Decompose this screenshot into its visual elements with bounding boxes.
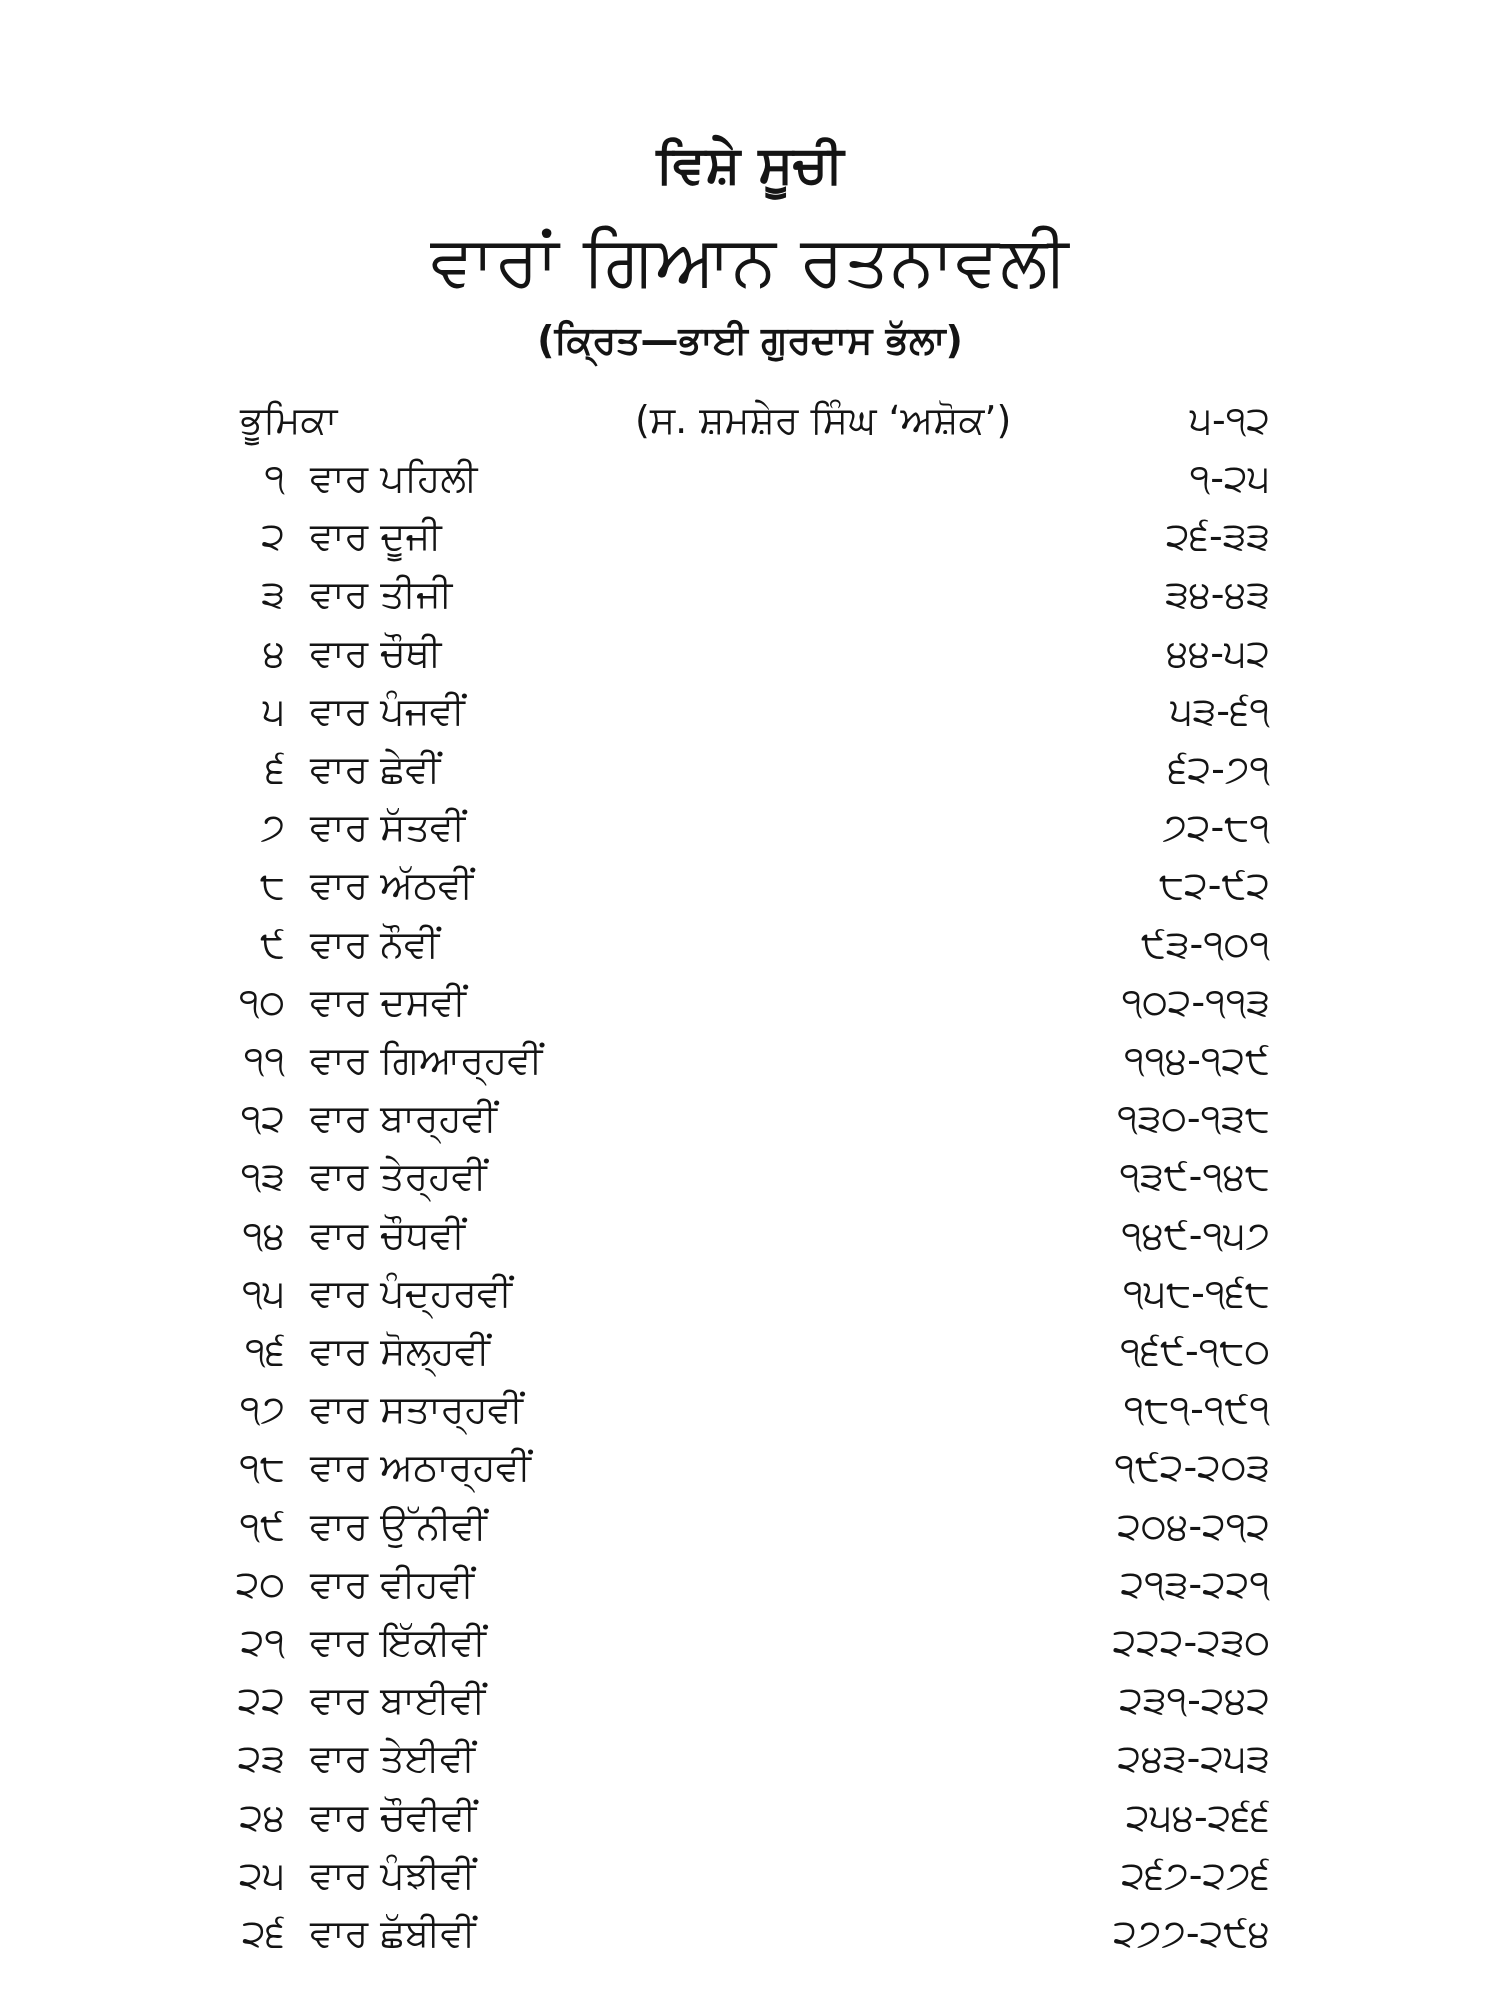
toc-row-title: ਵਾਰ ਤੀਜੀ <box>310 572 453 617</box>
toc-row-number: ੨੧ <box>240 1620 285 1664</box>
index-title: ਵਿਸ਼ੇ ਸੂਚੀ <box>656 135 844 195</box>
toc-row-number: ੧੬ <box>245 1329 285 1373</box>
toc-row <box>0 686 1500 736</box>
toc-row <box>0 919 1500 969</box>
toc-intro-credit: (ਸ. ਸ਼ਮਸ਼ੇਰ ਸਿੰਘ ‘ਅਸ਼ੋਕ’) <box>635 398 1012 442</box>
toc-row-number: ੧੮ <box>239 1445 285 1490</box>
toc-intro-title: ਭੂਮਿਕਾ <box>240 398 338 442</box>
toc-row-pages: ੧੩੦-੧੩੮ <box>1117 1096 1270 1141</box>
toc-row-pages: ੧੦੨-੧੧੩ <box>1121 979 1270 1024</box>
toc-row-number: ੪ <box>263 630 285 675</box>
toc-row-title: ਵਾਰ ਨੌਵੀਂ <box>310 921 440 966</box>
toc-row-pages: ੬੨-੭੧ <box>1168 747 1270 791</box>
toc-row-title: ਵਾਰ ਸਤਾਰ੍ਹਵੀਂ <box>310 1387 523 1432</box>
toc-row-number: ੯ <box>260 921 285 966</box>
toc-row-number: ੨੪ <box>239 1794 285 1839</box>
toc-row <box>0 1268 1500 1318</box>
toc-row <box>0 744 1500 794</box>
toc-row-title: ਵਾਰ ਗਿਆਰ੍ਹਵੀਂ <box>310 1038 543 1082</box>
toc-row-title: ਵਾਰ ਵੀਹਵੀਂ <box>310 1561 475 1606</box>
toc-row-title: ਵਾਰ ਚੌਧਵੀਂ <box>310 1212 466 1257</box>
toc-row <box>0 1850 1500 1900</box>
toc-row <box>0 1035 1500 1085</box>
toc-row-title: ਵਾਰ ਉੱਨੀਵੀਂ <box>310 1503 487 1548</box>
toc-row-pages: ੨੦੪-੨੧੨ <box>1117 1503 1270 1548</box>
toc-row-number: ੧੫ <box>241 1270 285 1315</box>
toc-row <box>0 1675 1500 1725</box>
toc-row-number: ੧੭ <box>239 1387 285 1432</box>
toc-row <box>0 860 1500 910</box>
toc-row-title: ਵਾਰ ਚੌਥੀ <box>310 630 442 675</box>
toc-row <box>0 453 1500 503</box>
toc-row-pages: ੪੪-੫੨ <box>1166 630 1270 675</box>
toc-row <box>0 1501 1500 1551</box>
toc-row-title: ਵਾਰ ਛੱਬੀਵੀਂ <box>310 1911 476 1955</box>
toc-row-title: ਵਾਰ ਇੱਕੀਵੀਂ <box>310 1620 486 1664</box>
toc-row-title: ਵਾਰ ਚੌਵੀਵੀਂ <box>310 1794 477 1839</box>
toc-row-number: ੧੪ <box>242 1212 285 1257</box>
book-title: ਵਾਰਾਂ ਗਿਆਨ ਰਤਨਾਵਲੀ <box>430 220 1070 302</box>
toc-row-pages: ੫੩-੬੧ <box>1170 688 1270 733</box>
toc-row-number: ੧੦ <box>238 979 285 1024</box>
toc-row <box>0 1384 1500 1434</box>
toc-row <box>0 1151 1500 1201</box>
author-line: (ਕ੍ਰਿਤ—ਭਾਈ ਗੁਰਦਾਸ ਭੱਲਾ) <box>537 318 963 362</box>
toc-row <box>0 977 1500 1027</box>
toc-row-number: ੨੬ <box>242 1911 285 1955</box>
toc-row-number: ੨ <box>261 514 285 559</box>
toc-row <box>0 802 1500 852</box>
toc-row-title: ਵਾਰ ਅਠਾਰ੍ਹਵੀਂ <box>310 1445 531 1490</box>
toc-row-title: ਵਾਰ ਪੰਦ੍ਹਰਵੀਂ <box>310 1270 513 1315</box>
toc-row-title: ਵਾਰ ਬਾਈਵੀਂ <box>310 1678 486 1723</box>
toc-row <box>0 1908 1500 1958</box>
toc-row-number: ੨੨ <box>237 1678 285 1723</box>
toc-row-pages: ੨੬੭-੨੭੬ <box>1121 1852 1270 1897</box>
toc-row-number: ੧੩ <box>240 1154 285 1199</box>
toc-row-pages: ੧੧੪-੧੨੯ <box>1123 1038 1270 1082</box>
toc-row-title: ਵਾਰ ਤੇਰ੍ਹਵੀਂ <box>310 1154 487 1199</box>
toc-row-title: ਵਾਰ ਅੱਠਵੀਂ <box>310 863 474 908</box>
toc-row-title: ਵਾਰ ਸੋਲ੍ਹਵੀਂ <box>310 1329 490 1373</box>
toc-row-pages: ੧੫੮-੧੬੮ <box>1123 1270 1270 1315</box>
toc-row-title: ਵਾਰ ਦਸਵੀਂ <box>310 979 466 1024</box>
toc-row <box>0 1559 1500 1609</box>
toc-row-number: ੩ <box>261 572 285 617</box>
toc-row-pages: ੧੯੨-੨੦੩ <box>1114 1445 1270 1490</box>
toc-row-pages: ੮੨-੯੨ <box>1159 863 1270 908</box>
toc-row-pages: ੨੫੪-੨੬੬ <box>1126 1794 1270 1839</box>
toc-row-title: ਵਾਰ ਛੇਵੀਂ <box>310 747 441 791</box>
toc-row-number: ੧ <box>264 456 285 500</box>
toc-row-pages: ੨੪੩-੨੫੩ <box>1117 1736 1270 1781</box>
toc-row-title: ਵਾਰ ਬਾਰ੍ਹਵੀਂ <box>310 1096 497 1141</box>
toc-row-title: ਵਾਰ ਦੂਜੀ <box>310 514 442 559</box>
toc-row <box>0 511 1500 561</box>
toc-row-pages: ੩੪-੪੩ <box>1165 572 1270 617</box>
toc-row-pages: ੧੮੧-੧੯੧ <box>1123 1387 1270 1432</box>
toc-row <box>0 1093 1500 1143</box>
toc-row-pages: ੧੪੯-੧੫੭ <box>1121 1212 1270 1257</box>
toc-row-pages: ੭੨-੮੧ <box>1162 805 1270 850</box>
toc-row-number: ੮ <box>259 863 285 908</box>
toc-row <box>0 1210 1500 1260</box>
toc-row-pages: ੨੨੨-੨੩੦ <box>1112 1620 1270 1664</box>
toc-row-pages: ੨੬-੩੩ <box>1166 514 1270 559</box>
toc-row-pages: ੧-੨੫ <box>1189 456 1270 500</box>
toc-row-number: ੫ <box>262 688 285 733</box>
toc-row-number: ੬ <box>265 747 285 791</box>
toc-row-pages: ੧੬੯-੧੮੦ <box>1120 1329 1270 1373</box>
toc-row-pages: ੯੩-੧੦੧ <box>1140 921 1270 966</box>
toc-row-title: ਵਾਰ ਪੰਝੀਵੀਂ <box>310 1852 476 1897</box>
toc-row-pages: ੨੧੩-੨੨੧ <box>1120 1561 1270 1606</box>
toc-row-number: ੭ <box>260 805 285 850</box>
toc-row-pages: ੧੩੯-੧੪੮ <box>1119 1154 1270 1199</box>
toc-row-number: ੨੩ <box>237 1736 285 1781</box>
toc-row <box>0 569 1500 619</box>
toc-row-number: ੨੦ <box>235 1561 285 1606</box>
toc-row-title: ਵਾਰ ਸੱਤਵੀਂ <box>310 805 466 850</box>
toc-row-number: ੧੯ <box>239 1503 285 1548</box>
toc-row <box>0 1617 1500 1667</box>
toc-intro-row <box>0 395 1500 445</box>
toc-row-number: ੧੧ <box>243 1038 285 1082</box>
toc-row <box>0 1792 1500 1842</box>
toc-row <box>0 1326 1500 1376</box>
toc-row-pages: ੨੩੧-੨੪੨ <box>1119 1678 1270 1723</box>
toc-row-number: ੧੨ <box>240 1096 285 1141</box>
toc-row-title: ਵਾਰ ਪਹਿਲੀ <box>310 456 478 500</box>
toc-row <box>0 1733 1500 1783</box>
toc-row-number: ੨੫ <box>238 1852 285 1897</box>
toc-row <box>0 628 1500 678</box>
toc-row-title: ਵਾਰ ਪੰਜਵੀਂ <box>310 688 465 733</box>
toc-intro-pages: ੫-੧੨ <box>1189 398 1270 442</box>
toc-row-title: ਵਾਰ ਤੇਈਵੀਂ <box>310 1736 476 1781</box>
toc-row <box>0 1442 1500 1492</box>
toc-row-pages: ੨੭੭-੨੯੪ <box>1113 1911 1270 1955</box>
